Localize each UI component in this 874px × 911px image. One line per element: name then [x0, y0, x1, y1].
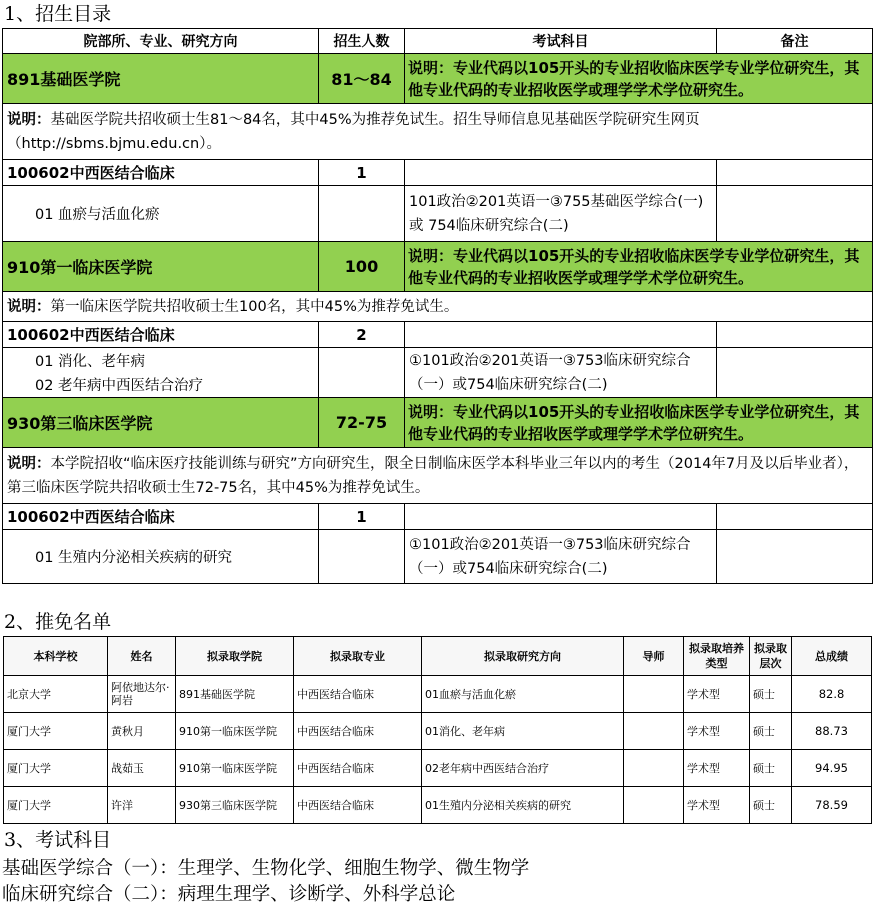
direction-row: [3, 186, 873, 242]
exam-subject-line: 基础医学综合（一）：生理学、生物化学、细胞生物学、微生物学: [2, 858, 530, 879]
major-remarks-empty: [717, 322, 873, 348]
rec-header-score: 总成绩: [792, 637, 872, 676]
table-row: [4, 676, 872, 713]
section-title-recommended: 2、推免名单: [4, 611, 112, 633]
catalog-header-row: [3, 29, 873, 54]
direction-name: 01 消化、老年病: [3, 348, 319, 373]
table-row: [4, 713, 872, 750]
major-name: 100602中西医结合临床: [3, 322, 319, 348]
major-count: 2: [319, 322, 405, 348]
rec-school: 厦门大学: [4, 787, 108, 824]
direction-count-empty: [319, 530, 405, 584]
rec-name: 黄秋月: [108, 713, 176, 750]
school-desc-row: [3, 448, 873, 504]
direction-remarks-empty: [717, 373, 873, 398]
section-title-exam: 3、考试科目: [4, 829, 112, 851]
school-name: 891基础医学院: [3, 54, 319, 104]
rec-level: 硕士: [750, 713, 792, 750]
major-subjects-empty: [405, 160, 717, 186]
rec-major: 中西医结合临床: [294, 750, 422, 787]
rec-type: 学术型: [684, 787, 750, 824]
school-desc: [3, 292, 873, 322]
rec-college: 891基础医学院: [176, 676, 294, 713]
school-note: 说明：专业代码以105开头的专业招收临床医学专业学位研究生，其他专业代码的专业招收医学或理学学术学位研究生。: [405, 242, 873, 292]
rec-score: 88.73: [792, 713, 872, 750]
major-subjects-empty: [405, 322, 717, 348]
rec-header-college: 拟录取学院: [176, 637, 294, 676]
rec-header-direction: 拟录取研究方向: [422, 637, 624, 676]
school-count: 100: [319, 242, 405, 292]
rec-college: 910第一临床医学院: [176, 750, 294, 787]
rec-header-major: 拟录取专业: [294, 637, 422, 676]
rec-major: 中西医结合临床: [294, 713, 422, 750]
direction-name: 01 血瘀与活血化瘀: [3, 186, 319, 242]
direction-subjects: 101政治②201英语一③755基础医学综合(一) 或 754临床研究综合(二): [405, 186, 717, 242]
school-row: [3, 242, 873, 292]
rec-major: 中西医结合临床: [294, 787, 422, 824]
major-row: [3, 504, 873, 530]
school-desc-row: [3, 104, 873, 160]
school-row: [3, 398, 873, 448]
school-name: 910第一临床医学院: [3, 242, 319, 292]
rec-name: 阿依地达尔·阿岩: [108, 676, 176, 713]
rec-advisor: [624, 713, 684, 750]
direction-name: 01 生殖内分泌相关疾病的研究: [3, 530, 319, 584]
direction-remarks-empty: [717, 530, 873, 584]
rec-type: 学术型: [684, 750, 750, 787]
catalog-header-dept: 院部所、专业、研究方向: [3, 29, 319, 54]
rec-header-type: 拟录取培养类型: [684, 637, 750, 676]
rec-level: 硕士: [750, 676, 792, 713]
rec-advisor: [624, 787, 684, 824]
rec-college: 910第一临床医学院: [176, 713, 294, 750]
rec-college: 930第三临床医学院: [176, 787, 294, 824]
major-remarks-empty: [717, 160, 873, 186]
table-row: [4, 787, 872, 824]
table-row: [4, 750, 872, 787]
school-count: 72-75: [319, 398, 405, 448]
direction-remarks-empty: [717, 348, 873, 373]
rec-header-name: 姓名: [108, 637, 176, 676]
rec-advisor: [624, 676, 684, 713]
rec-school: 厦门大学: [4, 750, 108, 787]
rec-direction: 01血瘀与活血化瘀: [422, 676, 624, 713]
major-row: [3, 160, 873, 186]
rec-header-level: 拟录取层次: [750, 637, 792, 676]
direction-row: [3, 530, 873, 584]
school-count: 81～84: [319, 54, 405, 104]
major-row: [3, 322, 873, 348]
exam-subject-line: 临床研究综合（二）：病理生理学、诊断学、外科学总论: [2, 884, 456, 905]
school-note: 说明：专业代码以105开头的专业招收临床医学专业学位研究生，其他专业代码的专业招收医学或理学学术学位研究生。: [405, 54, 873, 104]
direction-count-empty: [319, 186, 405, 242]
section-title-catalog: 1、招生目录: [4, 3, 112, 25]
rec-header-school: 本科学校: [4, 637, 108, 676]
school-desc: [3, 104, 873, 160]
major-subjects-empty: [405, 504, 717, 530]
rec-name: 战茹玉: [108, 750, 176, 787]
rec-name: 许洋: [108, 787, 176, 824]
major-remarks-empty: [717, 504, 873, 530]
direction-remarks-empty: [717, 186, 873, 242]
school-desc-text: 基础医学院共招收硕士生81～84名，其中45%为推荐免试生。招生导师信息见基础医学院研究生网页（http://sbms.bjmu.edu.cn）。: [7, 111, 700, 152]
school-desc-text: 本学院招收“临床医疗技能训练与研究”方向研究生，限全日制临床医学本科毕业三年以内的考生（2014年7月及以后毕业者），第三临床医学院共招收硕士生72-75名，其中45%为推荐免试生。: [7, 455, 859, 496]
rec-level: 硕士: [750, 787, 792, 824]
rec-major: 中西医结合临床: [294, 676, 422, 713]
major-name: 100602中西医结合临床: [3, 504, 319, 530]
school-row: [3, 54, 873, 104]
recommended-list-table: [3, 636, 872, 824]
rec-direction: 02老年病中西医结合治疗: [422, 750, 624, 787]
desc-label: 说明：: [7, 455, 51, 472]
school-note: 说明：专业代码以105开头的专业招收临床医学专业学位研究生，其他专业代码的专业招收医学或理学学术学位研究生。: [405, 398, 873, 448]
recommended-header-row: [4, 637, 872, 676]
rec-type: 学术型: [684, 676, 750, 713]
desc-label: 说明：: [7, 298, 51, 315]
rec-direction: 01消化、老年病: [422, 713, 624, 750]
major-name: 100602中西医结合临床: [3, 160, 319, 186]
direction-name: 02 老年病中西医结合治疗: [3, 373, 319, 398]
rec-type: 学术型: [684, 713, 750, 750]
rec-school: 北京大学: [4, 676, 108, 713]
direction-count-empty: [319, 373, 405, 398]
school-name: 930第三临床医学院: [3, 398, 319, 448]
school-desc-row: [3, 292, 873, 322]
rec-advisor: [624, 750, 684, 787]
rec-score: 78.59: [792, 787, 872, 824]
desc-label: 说明：: [7, 111, 51, 128]
major-count: 1: [319, 160, 405, 186]
catalog-header-remarks: 备注: [717, 29, 873, 54]
catalog-header-count: 招生人数: [319, 29, 405, 54]
school-desc: [3, 448, 873, 504]
school-desc-text: 第一临床医学院共招收硕士生100名，其中45%为推荐免试生。: [50, 298, 459, 315]
rec-school: 厦门大学: [4, 713, 108, 750]
direction-count-empty: [319, 348, 405, 373]
direction-subjects: ①101政治②201英语一③753临床研究综合（一）或754临床研究综合(二): [405, 530, 717, 584]
rec-score: 94.95: [792, 750, 872, 787]
catalog-header-subjects: 考试科目: [405, 29, 717, 54]
rec-score: 82.8: [792, 676, 872, 713]
rec-level: 硕士: [750, 750, 792, 787]
rec-direction: 01生殖内分泌相关疾病的研究: [422, 787, 624, 824]
admissions-catalog-table: [2, 28, 873, 584]
major-count: 1: [319, 504, 405, 530]
rec-header-advisor: 导师: [624, 637, 684, 676]
direction-subjects: ①101政治②201英语一③753临床研究综合（一）或754临床研究综合(二): [405, 348, 717, 398]
direction-row: [3, 348, 873, 373]
